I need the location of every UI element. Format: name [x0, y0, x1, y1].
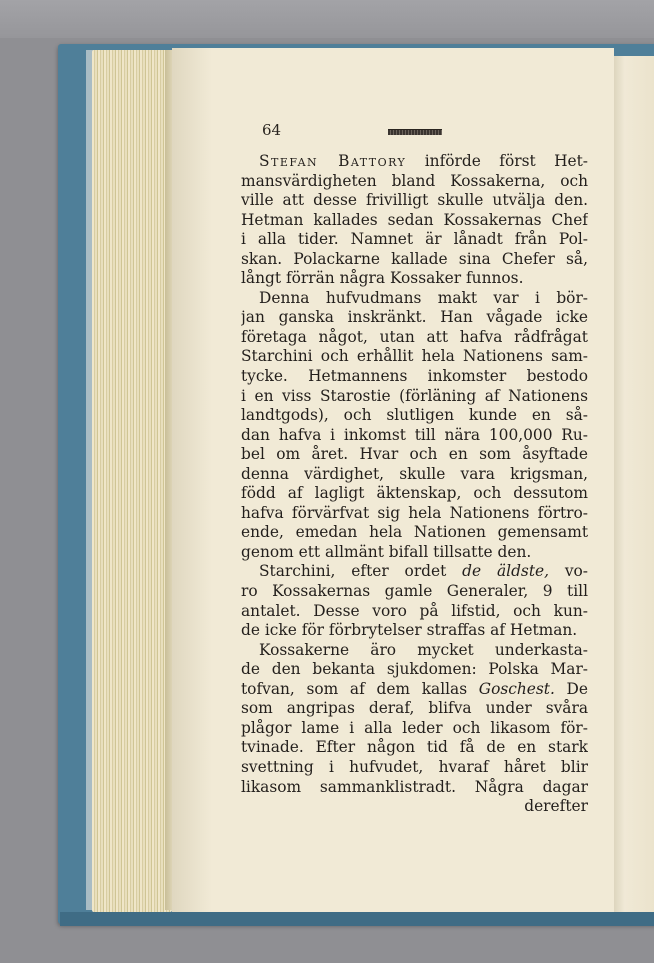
text-segment: genom ett allmänt bifall tillsatte den.	[241, 542, 532, 561]
text-segment: Starchini, efter ordet	[259, 562, 463, 581]
text-line	[241, 680, 588, 700]
cover-bottom-edge	[60, 912, 654, 926]
text-line	[241, 269, 588, 289]
body-text	[241, 152, 588, 817]
text-segment: plågor lame i alla leder och likasom för-	[241, 718, 588, 737]
text-segment: Starchini och erhållit hela Nationens sam-	[241, 347, 588, 366]
text-line	[241, 660, 588, 680]
text-line	[241, 211, 588, 231]
text-segment: i en viss Starostie (förläning af Nationens	[241, 386, 588, 405]
text-line	[241, 152, 588, 172]
italic-term: Goschest.	[478, 679, 555, 698]
text-segment: likasom sammanklistradt. Några dagar	[241, 777, 588, 796]
text-line	[241, 543, 588, 563]
text-line	[241, 621, 588, 641]
text-segment: dan hafva i inkomst till nära 100,000 Ru-	[241, 425, 588, 444]
text-segment: i alla tider. Namnet är lånadt från Pol-	[241, 230, 588, 249]
text-line	[241, 328, 588, 348]
page-edges	[92, 50, 172, 912]
text-line	[241, 191, 588, 211]
text-line	[241, 406, 588, 426]
text-line	[241, 562, 588, 582]
text-segment: långt förrän några Kossaker funnos.	[241, 269, 524, 288]
text-line	[241, 523, 588, 543]
text-line	[241, 582, 588, 602]
text-line	[241, 699, 588, 719]
text-segment: företaga något, utan att hafva rådfrågat	[241, 327, 588, 346]
page-number: 64	[262, 121, 282, 139]
text-line	[241, 738, 588, 758]
text-line	[241, 484, 588, 504]
text-segment: jan ganska inskränkt. Han vågade icke	[241, 308, 588, 327]
text-line	[241, 445, 588, 465]
text-line	[241, 641, 588, 661]
text-segment: antalet. Desse voro på lifstid, och kun-	[241, 601, 588, 620]
text-line	[241, 308, 588, 328]
text-line	[241, 367, 588, 387]
text-line	[241, 602, 588, 622]
text-segment: Denna hufvudmans makt var i bör-	[259, 288, 588, 307]
text-segment: mansvärdigheten bland Kossakerna, och	[241, 171, 588, 190]
text-segment: de den bekanta sjukdomen: Polska Mar-	[241, 660, 588, 679]
text-segment: landtgods), och slutligen kunde en så-	[241, 406, 588, 425]
text-segment: införde först Het-	[406, 152, 588, 170]
text-segment: vo-	[549, 562, 588, 581]
text-segment: ende, emedan hela Nationen gemensamt	[241, 523, 588, 542]
text-segment: de icke för förbrytelser straffas af Hetman.	[241, 621, 578, 640]
background	[0, 0, 654, 38]
text-line	[241, 778, 588, 798]
text-line	[241, 719, 588, 739]
text-segment: ro Kossakernas gamle Generaler, 9 till	[241, 582, 588, 601]
text-segment: denna värdighet, skulle vara krigsman,	[241, 464, 588, 483]
text-line	[241, 230, 588, 250]
text-segment: De	[554, 679, 588, 698]
text-segment: hafva förvärfvat sig hela Nationens förtro-	[241, 503, 588, 522]
text-line	[241, 758, 588, 778]
small-caps-name: Stefan Battory	[259, 152, 407, 170]
text-segment: tvinade. Efter någon tid få de en stark	[241, 738, 588, 757]
text-segment: som angripas deraf, blifva under svåra	[241, 699, 588, 718]
text-line	[241, 426, 588, 446]
text-segment: tofvan, som af dem kallas	[241, 679, 479, 698]
text-segment: tycke. Hetmannens inkomster bestodo	[241, 367, 588, 386]
header-ornament	[388, 129, 442, 135]
text-segment: Hetman kallades sedan Kossakernas Chef	[241, 210, 588, 229]
text-line	[241, 504, 588, 524]
italic-term: de äldste,	[462, 562, 549, 581]
text-line	[241, 289, 588, 309]
text-segment: född af lagligt äktenskap, och dessutom	[241, 484, 588, 503]
text-line	[241, 172, 588, 192]
text-line	[241, 347, 588, 367]
text-segment: bel om året. Hvar och en som åsyftade	[241, 445, 588, 464]
text-segment: ville att desse frivilligt skulle utvälja den.	[241, 191, 588, 210]
text-line	[241, 387, 588, 407]
facing-page-edge	[612, 56, 654, 912]
text-segment: skan. Polackarne kallade sina Chefer så,	[241, 249, 588, 268]
text-line	[241, 465, 588, 485]
text-segment: svettning i hufvudet, hvaraf håret blir	[241, 757, 588, 776]
catchword: derefter	[524, 797, 588, 816]
text-line	[241, 250, 588, 270]
text-segment: Kossakerne äro mycket underkasta-	[259, 640, 588, 659]
